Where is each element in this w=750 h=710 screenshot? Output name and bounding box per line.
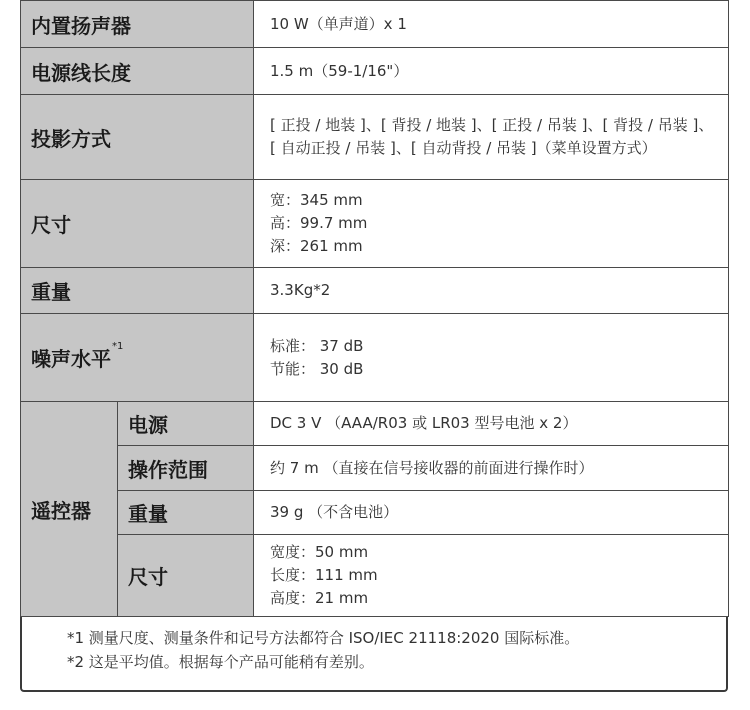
footnote: *2 这是平均值。根据每个产品可能稍有差别。: [67, 653, 374, 671]
row-label: 投影方式: [21, 95, 254, 180]
remote-row-range: [21, 446, 729, 491]
row-label: 电源: [118, 402, 254, 446]
value-line: 深：261 mm: [270, 237, 363, 255]
footnotes: [67, 626, 579, 674]
row-label: 重量: [21, 268, 254, 314]
row-label-cell: [21, 314, 254, 402]
row-value: [254, 535, 729, 617]
value-line: DC 3 V （AAA/R03 或 LR03 型号电池 x 2）: [270, 414, 578, 432]
value-line: 宽度：50 mm: [270, 543, 369, 561]
value-line: 长度：111 mm: [270, 566, 378, 584]
value-line: [ 正投 / 地装 ]、[ 背投 / 地装 ]、[ 正投 / 吊装 ]、[ 背投 / 吊装 ]、: [270, 116, 714, 134]
row-value: [254, 95, 729, 180]
footnote: *1 测量尺度、测量条件和记号方法都符合 ISO/IEC 21118:2020 国际标准。: [67, 629, 580, 647]
remote-row-dimensions: [21, 535, 729, 617]
value-line: 节能： 30 dB: [270, 359, 364, 378]
row-label: 操作范围: [118, 446, 254, 491]
row-value: [254, 491, 729, 535]
row-label: 重量: [118, 491, 254, 535]
remote-row-weight: [21, 491, 729, 535]
value-line: 39 g （不含电池）: [270, 503, 399, 521]
spec-row-noise: [21, 314, 729, 402]
row-value: [254, 48, 729, 95]
row-label: 内置扬声器: [21, 1, 254, 48]
value-line: 高：99.7 mm: [270, 214, 368, 232]
row-label: 电源线长度: [21, 48, 254, 95]
value-line: 标准： 37 dB: [270, 336, 364, 355]
row-label: 噪声水平: [31, 347, 111, 371]
row-value: [254, 402, 729, 446]
row-value: [254, 446, 729, 491]
row-value: [254, 180, 729, 268]
row-value: [254, 314, 729, 402]
row-label: 尺寸: [118, 535, 254, 617]
spec-row-speaker: [21, 1, 729, 48]
spec-row-projection: [21, 95, 729, 180]
row-label: 尺寸: [21, 180, 254, 268]
row-value: [254, 268, 729, 314]
value-line: 宽：345 mm: [270, 191, 363, 209]
value-line: 约 7 m （直接在信号接收器的前面进行操作时）: [270, 458, 594, 477]
spec-table: [20, 0, 729, 617]
value-line: 1.5 m（59-1/16"）: [270, 61, 409, 80]
value-line: 3.3Kg*2: [270, 281, 331, 299]
value-line: 高度：21 mm: [270, 589, 369, 607]
remote-row-power: [21, 402, 729, 446]
spec-row-weight: [21, 268, 729, 314]
value-line: [ 自动正投 / 吊装 ]、[ 自动背投 / 吊装 ]（菜单设置方式）: [270, 139, 657, 157]
spec-row-cable-length: [21, 48, 729, 95]
row-value: [254, 1, 729, 48]
spec-row-dimensions: [21, 180, 729, 268]
footnote-marker: *1: [112, 341, 124, 352]
remote-group-label: 遥控器: [21, 402, 118, 617]
value-line: 10 W（单声道）x 1: [270, 14, 407, 33]
